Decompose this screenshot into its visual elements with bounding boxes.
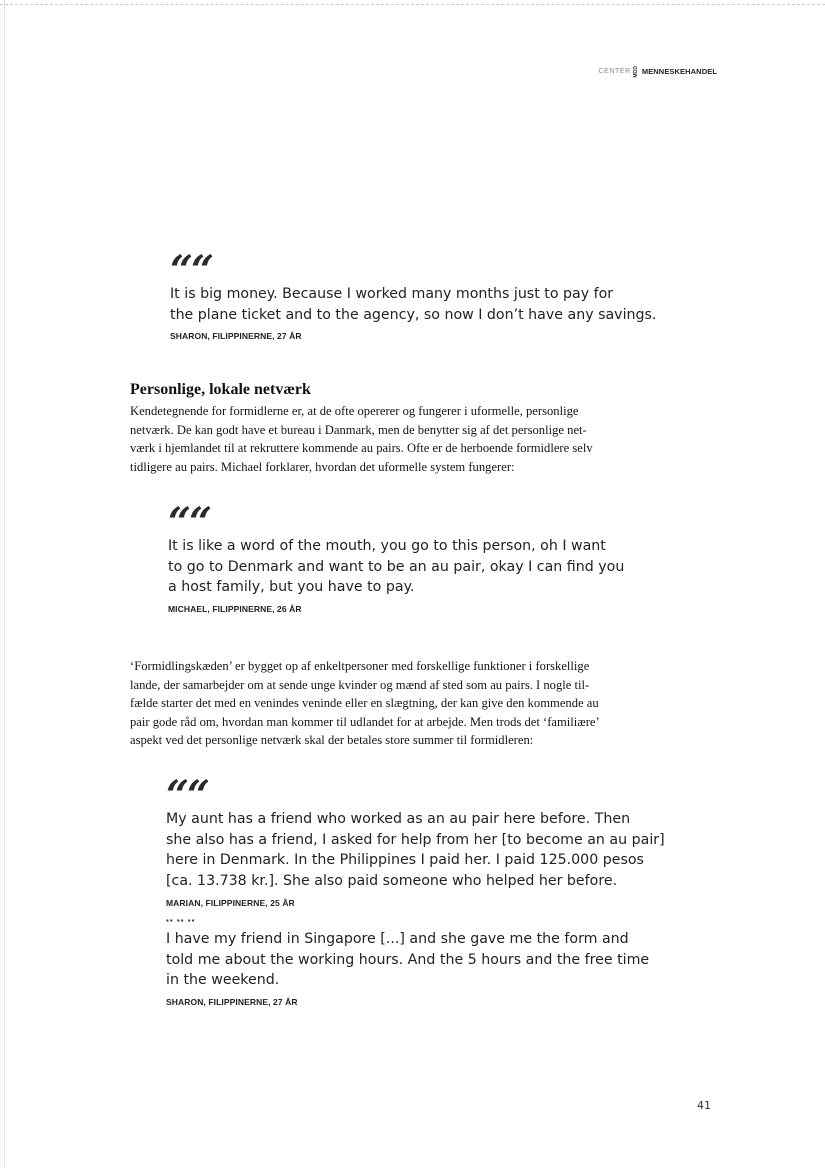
scan-edge-top (0, 4, 825, 5)
logo-center-text: CENTER (598, 68, 631, 76)
quote-author: MICHAEL, FILIPPINERNE, 26 ÅR (168, 604, 302, 615)
quote-text: It is like a word of the mouth, you go to this person, oh I want to go to Denmark and want to be an au pair, okay I can find you a host family, but you have to pay. (168, 538, 625, 596)
logo-main-text: MENNESKEHANDEL (641, 67, 717, 77)
quote-mark-icon: ““ (170, 247, 213, 294)
quote-mark-icon: ““ (166, 772, 209, 819)
quote-separator: ▪▪ ▪▪ ▪▪ (166, 915, 196, 925)
quote-text: My aunt has a friend who worked as an au pair here before. Then she also has a friend, I asked for help from her [to become an au pair] here in Denmark. In the Philippines I paid her. I paid 125.000 pesos [ca. 13.738 kr.]. She also paid someone who helped her before. (166, 811, 665, 890)
quote-block-2 (168, 499, 625, 615)
quote-block-1 (170, 247, 657, 342)
section-heading: Personlige, lokale netværk (130, 381, 311, 398)
quote-author-secondary: SHARON, FILIPPINERNE, 27 ÅR (166, 996, 298, 1007)
quote-mark-icon: ““ (168, 499, 211, 546)
quote-author: MARIAN, FILIPPINERNE, 25 ÅR (166, 897, 295, 908)
body-paragraph-2: ‘Formidlingskæden’ er bygget op af enkeltpersoner med forskellige funktioner i forskellige lande, der samarbejder om at sende unge kvinder og mænd af sted som au pairs. I nogle til- fælde starter det med en venindes veninde eller en slægtning, der kan give den kommende au pair gode råd om, hvordan man kommer til udlandet for at arbejde. Men trods det ‘familiære’ aspekt ved det personlige netværk skal der betales store summer til formidleren: (130, 659, 600, 747)
page-number: 41 (697, 1099, 711, 1112)
center-logo (598, 66, 717, 78)
quote-text-secondary: I have my friend in Singapore [...] and she gave me the form and told me about the working hours. And the 5 hours and the free time in the weekend. (166, 930, 650, 989)
quote-block-3 (166, 772, 665, 1007)
body-paragraph-1: Kendetegnende for formidlerne er, at de ofte opererer og fungerer i uformelle, personlige netværk. De kan godt have et bureau i Danmark, men de benytter sig af det personlige net- værk i hjemlandet til at rekruttere kommende au pairs. Ofte er de herboende formidlere selv tidligere au pairs. Michael forklarer, hvordan det uformelle system fungerer: (130, 404, 593, 474)
scan-edge-left (4, 0, 5, 1168)
quote-author: SHARON, FILIPPINERNE, 27 ÅR (170, 331, 302, 342)
quote-text: It is big money. Because I worked many months just to pay for the plane ticket and to the agency, so now I don’t have any savings. (170, 286, 657, 323)
logo-mod-label: MOD (632, 66, 639, 78)
logo-mod-text (634, 66, 639, 78)
